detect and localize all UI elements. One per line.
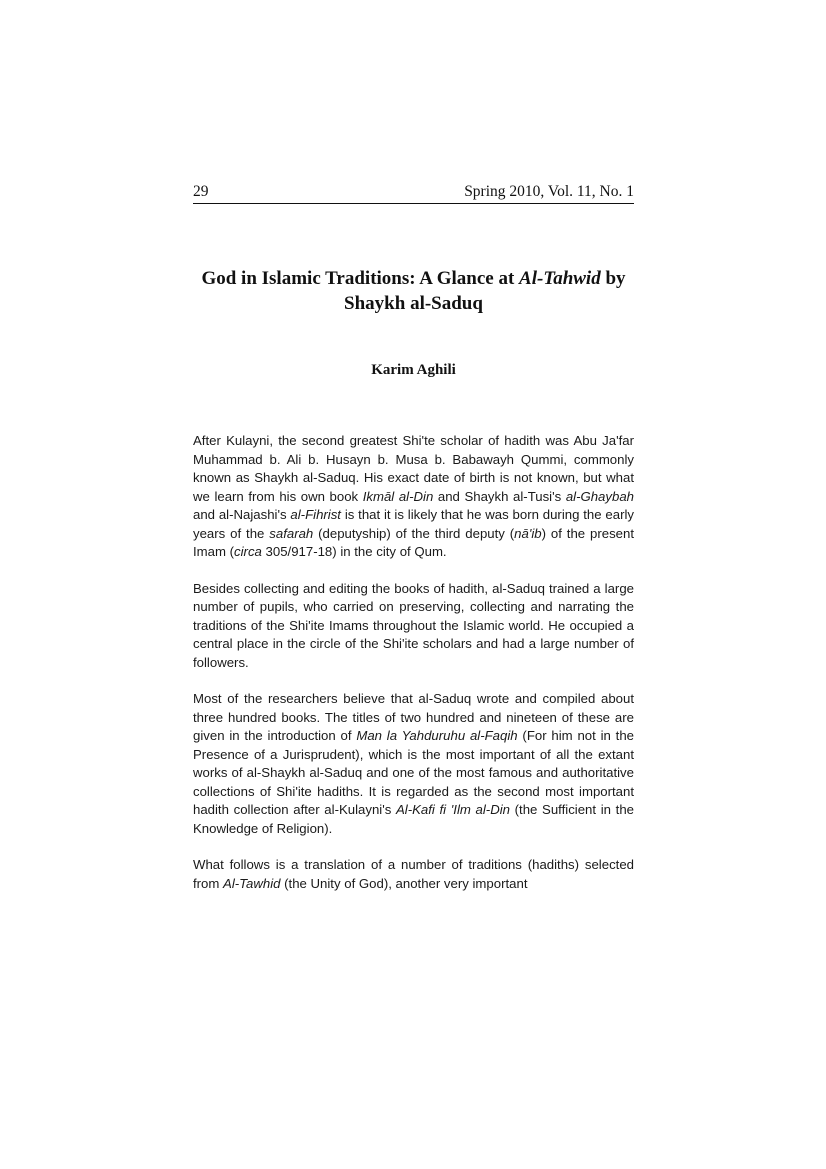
running-header [193,181,634,204]
paragraph-text: What follows is a translation of a number of traditions (hadiths) selected from [193,857,634,891]
paragraph-text: Most of the researchers believe that al-Saduq wrote and compiled about three hundred books. The titles of two hundred and nineteen of these are given in the introduction of [193,691,634,743]
paragraph [193,856,634,893]
italic-term: al-Fihrist [290,507,341,522]
paragraph-text: (the Unity of God), another very important [280,875,528,891]
page-number: 29 [193,183,209,200]
paragraph [193,432,634,562]
paragraph-text: is that it is likely that he was born during the early years of the [193,507,634,541]
title-book-name: Al-Tahwid [519,268,601,289]
italic-term: circa [234,544,262,559]
title-text-end: by Shaykh al-Saduq [344,268,626,314]
italic-term: nā'ib [514,525,542,541]
italic-term: Ikmāl al-Din [362,488,434,504]
article-title [170,266,657,316]
article-author: Karim Aghili [371,362,456,378]
journal-issue: Spring 2010, Vol. 11, No. 1 [464,183,634,200]
paragraph-text: After Kulayni, the second greatest Shi'te scholar of hadith was Abu Ja'far Muhammad b. Ali b. Husayn b. Musa b. Babawayh Qummi, commonly known as Shaykh al-Saduq. His exact date of birth is not known, but what we learn from his own book [193,433,634,504]
paragraph-text: 305/917-18) in the city of Qum. [261,544,447,559]
paragraph-text: and al-Najashi's [193,507,291,522]
paragraph-text: Besides collecting and editing the books of hadith, al-Saduq trained a large number of pupils, who carried on preserving, collecting and narrating the traditions of the Shi'ite Imams throughout the Islamic world. He occupied a central place in the circle of the Shi'ite scholars and had a large number of followers. [193,580,634,670]
paragraph-text: (the Sufficient in the Knowledge of Religion). [193,802,634,836]
italic-term: safarah [269,525,314,541]
paragraph-text: and Shaykh al-Tusi's [433,488,566,504]
paragraph-text: (deputyship) of the third deputy ( [313,525,515,541]
paragraph-text: ) of the present Imam ( [193,525,635,559]
paragraph [193,580,634,673]
title-text: God in Islamic Traditions: A Glance at [201,268,520,289]
paragraph [193,690,634,838]
paragraph-text: (For him not in the Presence of a Jurisprudent), which is the most important of all the extant works of al-Shaykh al-Saduq and one of the most famous and authoritative collections of Shi'ite hadiths. It is regarded as the second most important hadith collection after al-Kulayni's [193,728,634,817]
italic-term: Al-Kafi fi 'Ilm al-Din [396,802,510,817]
italic-term: Man la Yahduruhu al-Faqih [356,728,518,743]
italic-term: al-Ghaybah [565,488,634,504]
article-body [193,432,634,911]
italic-term: Al-Tawhid [223,875,281,891]
